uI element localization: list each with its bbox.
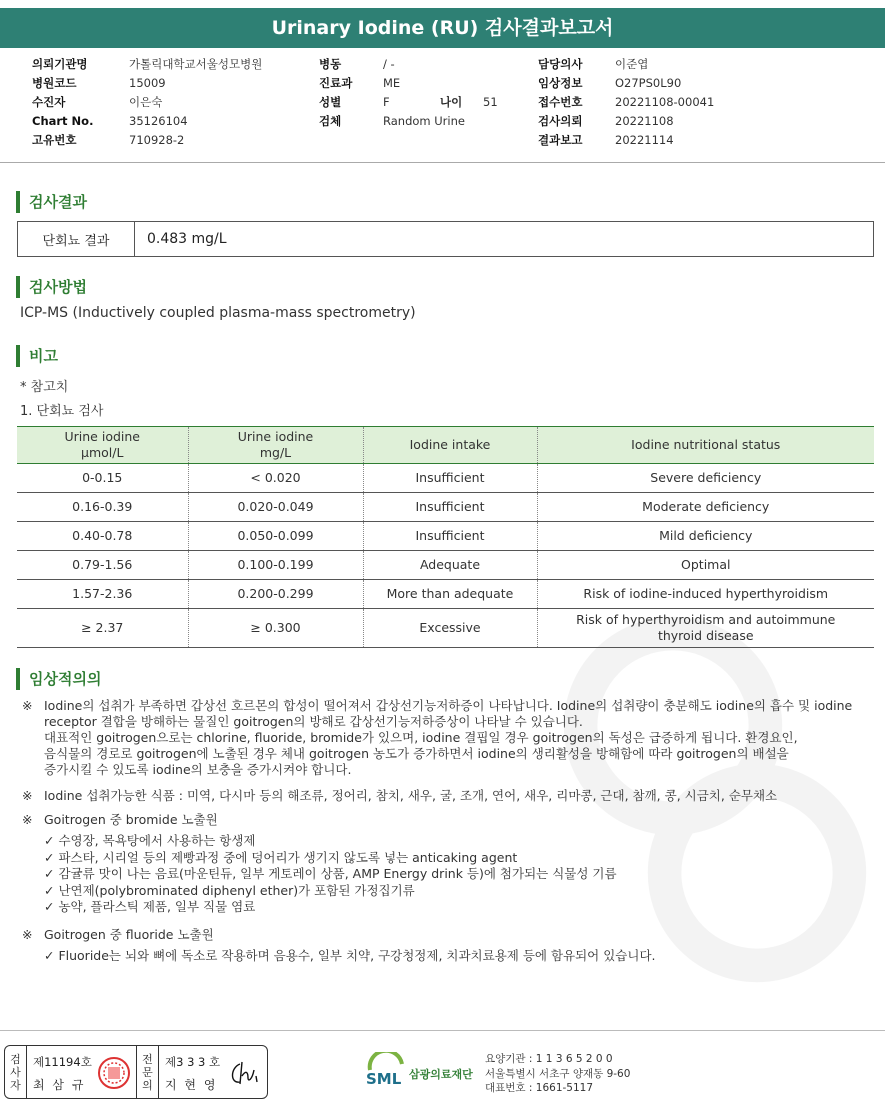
table-row (17, 551, 874, 580)
specialist-cell (159, 1046, 267, 1098)
checklist-item: ✓ 파스타, 시리얼 등의 제빵과정 중에 덩어리가 생기지 않도록 넣는 anticaking agent (44, 849, 518, 865)
info-label: 결과보고 (538, 133, 583, 147)
result-value: 0.483 mg/L (147, 231, 227, 247)
fluoride-list (44, 948, 656, 965)
specialist-number: 제3 3 3 호 (165, 1055, 221, 1069)
info-label: 접수번호 (538, 95, 583, 109)
info-column-3 (538, 55, 714, 150)
checklist-item: ✓ Fluoride는 뇌와 뼈에 독소로 작용하며 음용수, 일부 치약, 구강청정제, 치과치료용제 등에 함유되어 있습니다. (44, 948, 656, 963)
inspector-name: 최 삼 규 (33, 1078, 86, 1092)
reference-table-header (17, 427, 874, 464)
age-value: 51 (483, 95, 498, 109)
clinical-p1-text: Iodine의 섭취가 부족하면 갑상선 호르몬의 합성이 떨어져서 갑상선기능저하증이 나타납니다. Iodine의 섭취량이 충분해도 iodine의 흡수 및 iodine receptor 결합을 방해하는 물질인 goitrogen의 방해로 갑상선기능저하증상이 나타날 수 있습니다. 대표적인 goitrogen으로는 chlorine, fluoride, bromide가 있으며, iodine 결핍일 경우 goitrogen의 독성은 급증하게 됩니다. 환경요인, 음식물의 경로로 goitrogen에 노출된 경우 체내 goitrogen 농도가 증가하면서 iodine의 생리활성을 방해함에 따라 goitrogen의 배설을 증가시킬 수 있도록 iodine의 보충을 증가시켜야 합니다. (44, 698, 853, 777)
specialist-label: 전 문 의 (137, 1046, 159, 1098)
org-code: 요양기관 : 1 1 3 6 5 2 0 0 (485, 1053, 613, 1065)
section-clinical-heading: 임상적의의 (16, 668, 101, 690)
header-mgl: Urine iodine mg/L (188, 427, 363, 464)
info-label: 임상정보 (538, 76, 583, 90)
table-cell: 0.050-0.099 (188, 522, 363, 551)
header-intake: Iodine intake (363, 427, 537, 464)
info-row (32, 112, 262, 131)
report-title: Urinary Iodine (RU) 검사결과보고서 (0, 8, 885, 48)
info-label: Chart No. (32, 114, 94, 128)
info-row (319, 55, 465, 74)
table-cell: Adequate (363, 551, 537, 580)
checklist-item: ✓ 수영장, 목욕탕에서 사용하는 항생제 (44, 833, 256, 848)
info-row (538, 112, 714, 131)
table-cell: More than adequate (363, 580, 537, 609)
info-value: / - (383, 57, 395, 71)
footer-divider (0, 1030, 885, 1031)
table-cell: ≥ 0.300 (188, 609, 363, 648)
info-row (32, 131, 262, 150)
seal-stamp-icon (97, 1056, 131, 1090)
info-row (32, 74, 262, 93)
clinical-paragraph-3 (22, 812, 872, 828)
info-row (538, 131, 714, 150)
info-row (319, 74, 465, 93)
table-cell: Insufficient (363, 464, 537, 493)
specialist-name: 지 현 영 (165, 1078, 218, 1092)
table-cell: < 0.020 (188, 464, 363, 493)
bromide-list (44, 833, 617, 916)
table-cell: Risk of hyperthyroidism and autoimmune thyroid disease (537, 609, 874, 648)
table-cell: 0-0.15 (17, 464, 188, 493)
table-cell: ≥ 2.37 (17, 609, 188, 648)
info-column-1 (32, 55, 262, 150)
note-mark: ※ (22, 698, 33, 713)
table-cell: Severe deficiency (537, 464, 874, 493)
header-status: Iodine nutritional status (537, 427, 874, 464)
info-value: 이은숙 (129, 95, 163, 109)
inspector-number: 제11194호 (33, 1055, 92, 1069)
info-value: 가톨릭대학교서울성모병원 (129, 57, 263, 71)
info-value: 이준엽 (615, 57, 649, 71)
info-row (32, 55, 262, 74)
header-divider (0, 162, 885, 163)
section-method-heading: 검사방법 (16, 276, 87, 298)
table-cell: Insufficient (363, 522, 537, 551)
table-cell: 0.100-0.199 (188, 551, 363, 580)
header-umol: Urine iodine μmol/L (17, 427, 188, 464)
table-row (17, 580, 874, 609)
method-text: ICP-MS (Inductively coupled plasma-mass spectrometry) (20, 305, 416, 321)
info-row (32, 93, 262, 112)
org-info (485, 1052, 630, 1096)
info-label: 검체 (319, 114, 342, 128)
info-value: 15009 (129, 76, 166, 90)
info-label: 의뢰기관명 (32, 57, 88, 71)
table-row (17, 493, 874, 522)
table-cell: Mild deficiency (537, 522, 874, 551)
info-label: 고유번호 (32, 133, 77, 147)
info-label: 수진자 (32, 95, 66, 109)
info-value: 35126104 (129, 114, 188, 128)
sml-logo-icon (364, 1052, 408, 1090)
logo-text: SML (366, 1070, 402, 1088)
info-value: 710928-2 (129, 133, 185, 147)
result-box (17, 221, 874, 257)
note-mark: ※ (22, 812, 33, 827)
info-value: 20221108 (615, 114, 674, 128)
info-value: F (383, 95, 390, 109)
table-cell: Insufficient (363, 493, 537, 522)
reference-table (17, 426, 874, 648)
info-value: 20221114 (615, 133, 674, 147)
note-mark: ※ (22, 788, 33, 803)
table-cell: 1.57-2.36 (17, 580, 188, 609)
info-value: O27PS0L90 (615, 76, 682, 90)
info-label: 담당의사 (538, 57, 583, 71)
info-value: 20221108-00041 (615, 95, 715, 109)
table-cell: Risk of iodine-induced hyperthyroidism (537, 580, 874, 609)
table-row (17, 609, 874, 648)
table-cell: 0.79-1.56 (17, 551, 188, 580)
info-row (538, 93, 714, 112)
info-value: Random Urine (383, 114, 465, 128)
clinical-paragraph-1 (22, 698, 872, 778)
bromide-title: Goitrogen 중 bromide 노출원 (44, 812, 218, 827)
clinical-paragraph-4 (22, 927, 872, 943)
age-label: 나이 (440, 95, 463, 109)
table-cell: 0.16-0.39 (17, 493, 188, 522)
info-row (538, 74, 714, 93)
org-name: 삼광의료재단 (409, 1068, 473, 1081)
checklist-item: ✓ 감귤류 맛이 나는 음료(마운틴듀, 일부 게토레이 상품, AMP Energy drink 등)에 첨가되는 식물성 기름 (44, 866, 617, 881)
info-value: ME (383, 76, 401, 90)
table-cell: 0.40-0.78 (17, 522, 188, 551)
remarks-item: 1. 단회뇨 검사 (20, 404, 104, 419)
org-phone: 대표번호 : 1661-5117 (485, 1082, 594, 1094)
info-row (319, 112, 465, 131)
inspector-cell (27, 1046, 137, 1098)
checklist-item: ✓ 농약, 플라스틱 제품, 일부 직물 염료 (44, 899, 256, 914)
clinical-p2-text: Iodine 섭취가능한 식품 : 미역, 다시마 등의 해조류, 정어리, 참치, 새우, 굴, 조개, 연어, 새우, 리마콩, 근대, 참깨, 콩, 시금치, 순무채소 (44, 788, 778, 803)
table-cell: 0.020-0.049 (188, 493, 363, 522)
signature-icon (226, 1058, 266, 1090)
note-mark: ※ (22, 927, 33, 942)
fluoride-title: Goitrogen 중 fluoride 노출원 (44, 927, 214, 942)
section-result-heading: 검사결과 (16, 191, 87, 213)
table-row (17, 464, 874, 493)
remarks-note: * 참고치 (20, 380, 69, 395)
inspector-label: 검 사 자 (5, 1046, 27, 1098)
table-row (17, 522, 874, 551)
info-label: 진료과 (319, 76, 353, 90)
table-cell: 0.200-0.299 (188, 580, 363, 609)
table-cell: Optimal (537, 551, 874, 580)
table-cell: Excessive (363, 609, 537, 648)
org-address: 서울특별시 서초구 양재동 9-60 (485, 1067, 631, 1080)
section-remarks-heading: 비고 (16, 345, 58, 367)
checklist-item: ✓ 난연제(polybrominated diphenyl ether)가 포함된 가정집기류 (44, 882, 415, 898)
clinical-paragraph-2 (22, 788, 872, 804)
info-label: 병동 (319, 57, 342, 71)
table-cell: Moderate deficiency (537, 493, 874, 522)
info-label: 병원코드 (32, 76, 77, 90)
result-label: 단회뇨 결과 (18, 222, 135, 256)
info-row (538, 55, 714, 74)
signature-box (4, 1045, 268, 1099)
info-label: 검사의뢰 (538, 114, 583, 128)
info-label: 성별 (319, 95, 342, 109)
